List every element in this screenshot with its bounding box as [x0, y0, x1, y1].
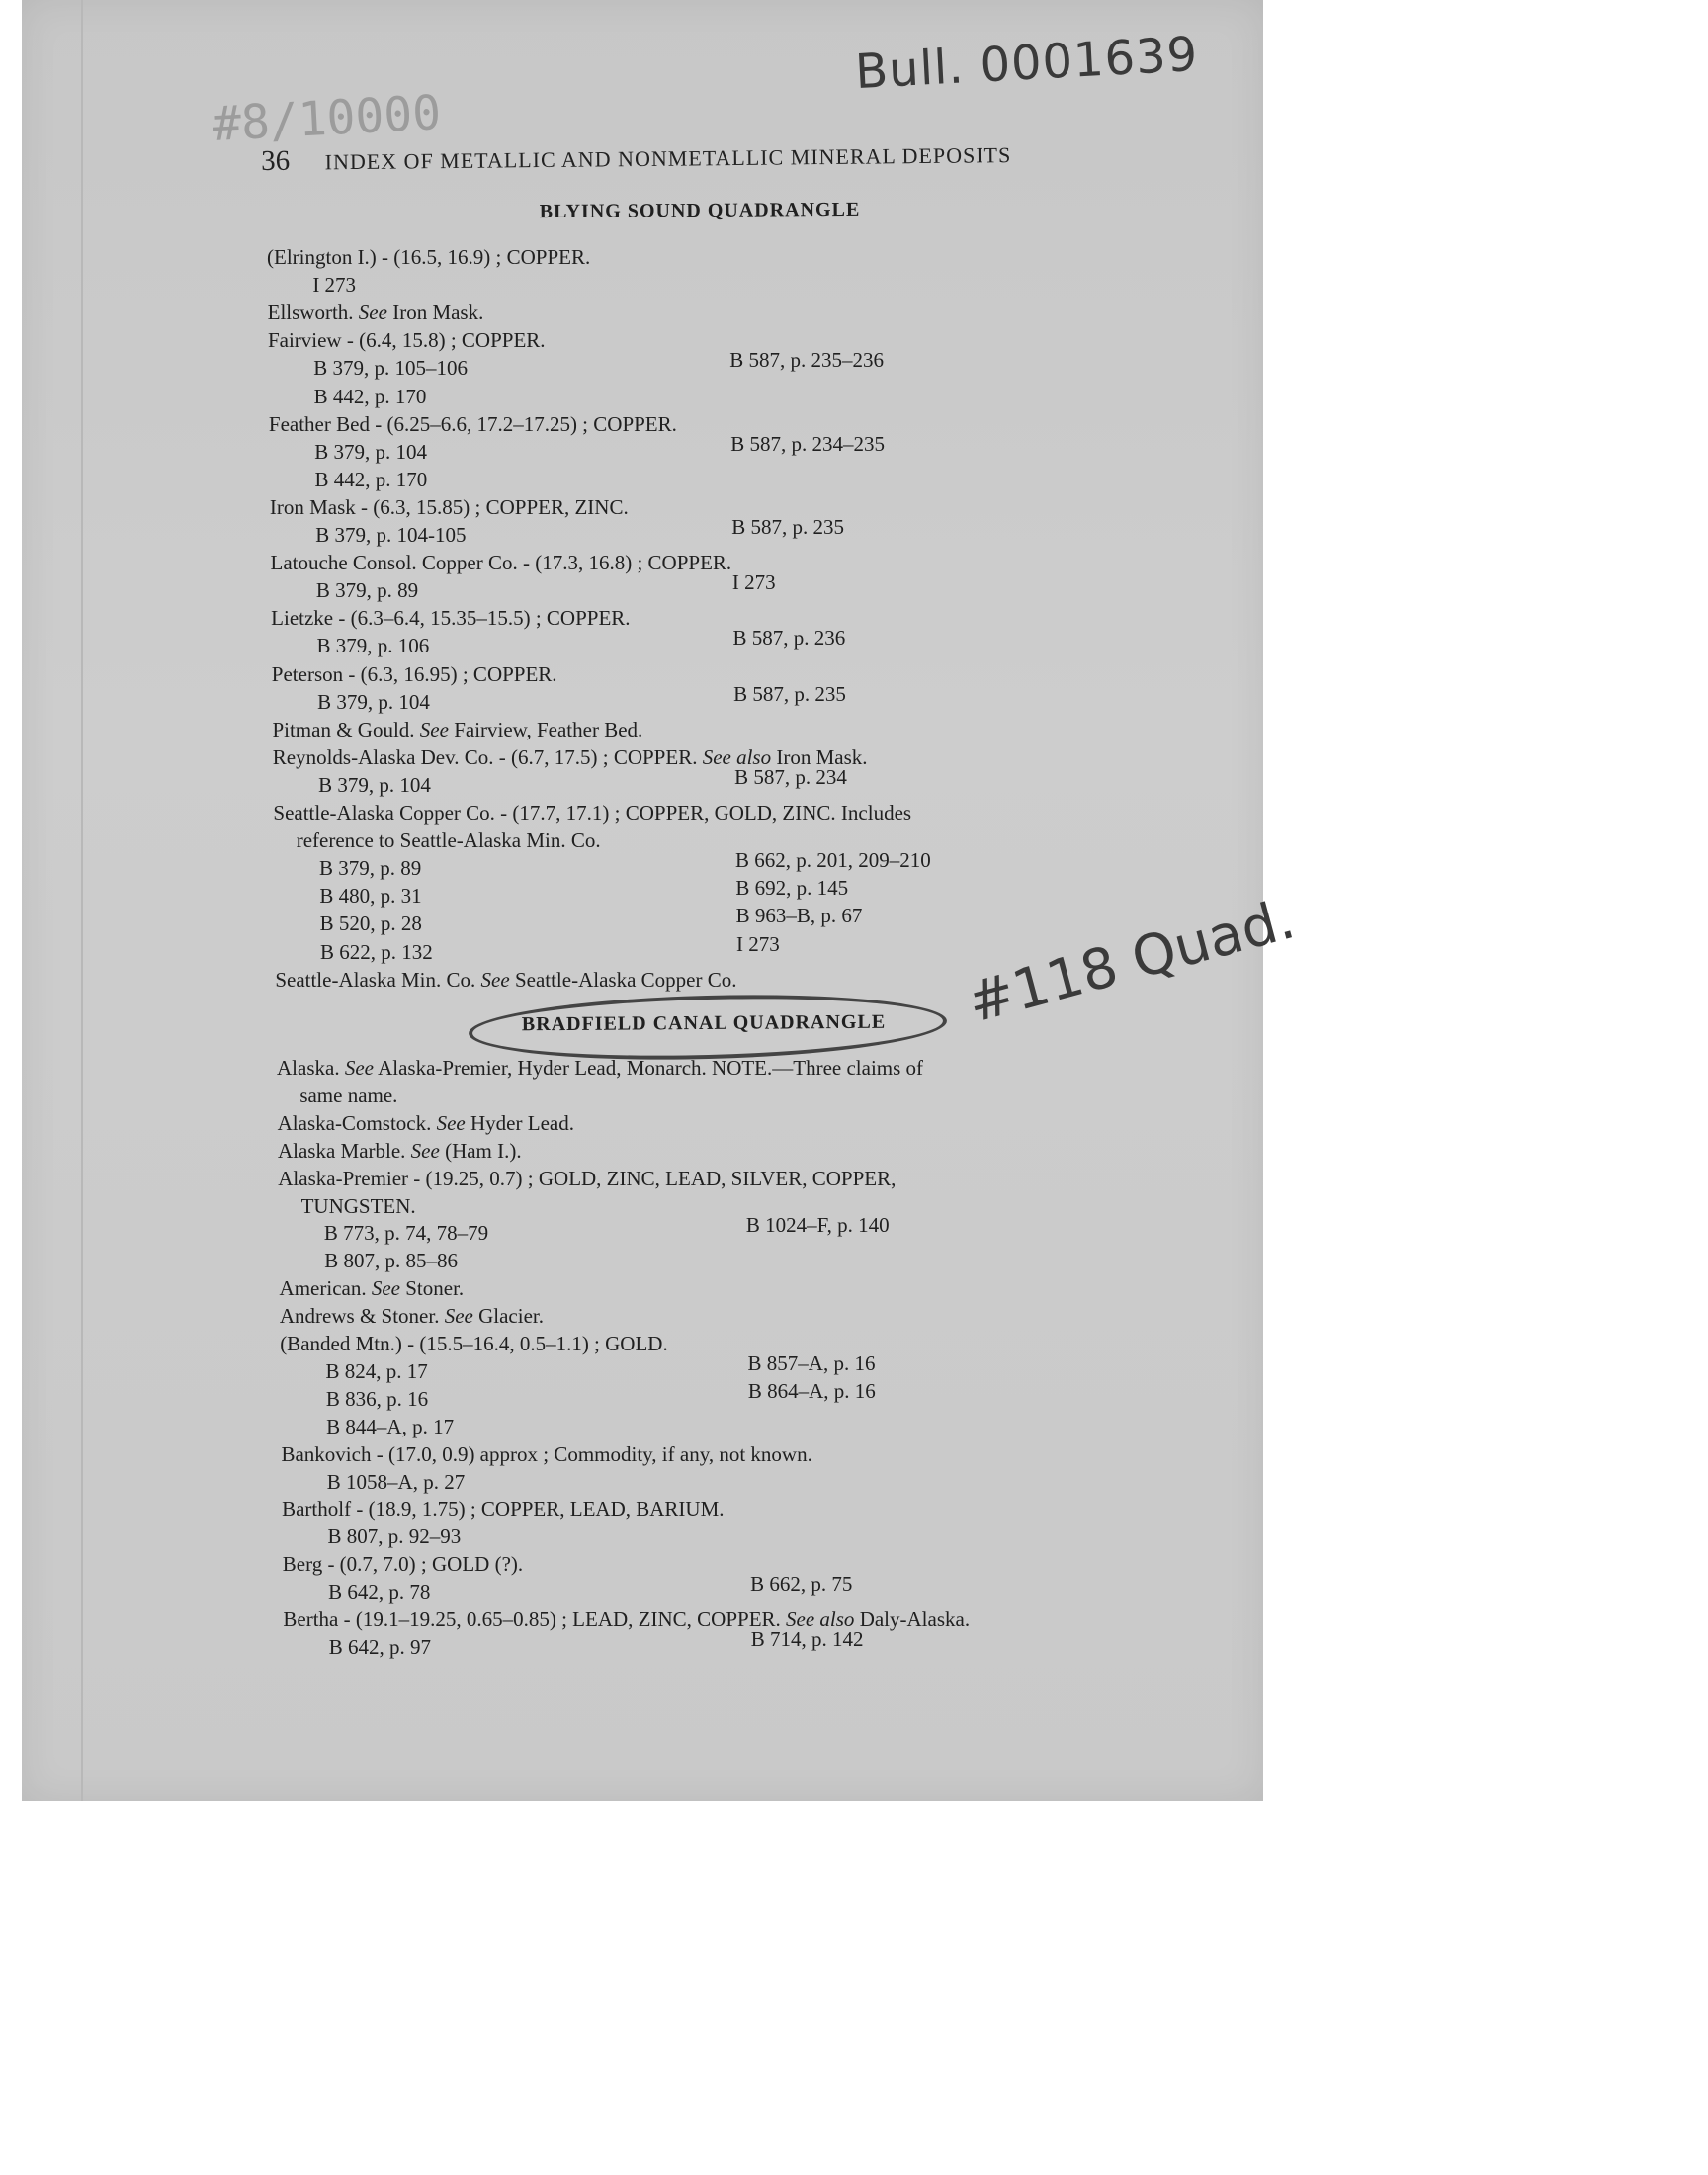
- index-entry-line: [297, 828, 601, 853]
- index-entry-line: [268, 301, 484, 325]
- entry-text: B 520, p. 28: [319, 912, 422, 936]
- entry-text: Alaska-Comstock.: [277, 1110, 437, 1135]
- entry-text: Seattle-Alaska Min. Co.: [275, 967, 481, 992]
- index-entry-line: [324, 1249, 458, 1273]
- entry-text: B 480, p. 31: [319, 884, 422, 909]
- entry-text: B 442, p. 170: [313, 384, 427, 408]
- index-entry-line: [329, 1635, 431, 1660]
- index-entry-line: [326, 1415, 454, 1439]
- reference-second-column: B 662, p. 201, 209–210: [735, 848, 931, 873]
- entry-text: B 379, p. 89: [319, 856, 422, 881]
- see-reference-label: See: [419, 717, 449, 741]
- entry-text: Bartholf - (18.9, 1.75) ; COPPER, LEAD, BARIUM.: [282, 1497, 725, 1522]
- see-reference-label: See also: [702, 744, 772, 769]
- page-title: INDEX OF METALLIC AND NONMETALLIC MINERAL DEPOSITS: [324, 142, 1012, 175]
- see-reference-target: Seattle-Alaska Copper Co.: [509, 967, 737, 992]
- entry-text: (Elrington I.) - (16.5, 16.9) ; COPPER.: [267, 245, 591, 269]
- see-reference-target: Glacier.: [472, 1304, 544, 1329]
- index-entry-line: [280, 1332, 668, 1356]
- entry-text: B 773, p. 74, 78–79: [323, 1221, 489, 1246]
- entry-text: B 379, p. 89: [315, 578, 419, 603]
- entry-text: TUNGSTEN.: [300, 1193, 416, 1218]
- index-entry-line: [326, 1359, 428, 1384]
- entry-text: B 379, p. 106: [316, 634, 430, 658]
- index-entry-line: [271, 606, 630, 631]
- entry-text: reference to Seattle-Alaska Min. Co.: [296, 828, 601, 853]
- entry-text: B 379, p. 104: [314, 439, 427, 464]
- index-entry-line: [299, 1084, 397, 1108]
- reference-second-column: B 1024–F, p. 140: [745, 1213, 890, 1238]
- reference-second-column: B 587, p. 235: [733, 681, 846, 706]
- index-entry-line: [272, 662, 557, 687]
- index-entry-line: [270, 495, 629, 520]
- reference-second-column: I 273: [731, 570, 776, 595]
- see-reference-target: Alaska-Premier, Hyder Lead, Monarch. NOTE.—Three claims of: [373, 1056, 924, 1080]
- index-entry-line: [267, 245, 590, 270]
- index-entry-line: [275, 968, 736, 993]
- entry-text: Pitman & Gould.: [272, 717, 420, 741]
- entry-text: Ellsworth.: [267, 301, 359, 325]
- entry-text: Alaska Marble.: [277, 1138, 411, 1163]
- see-reference-label: See: [410, 1138, 440, 1163]
- entry-text: Bertha - (19.1–19.25, 0.65–0.85) ; LEAD, ZINC, COPPER.: [283, 1608, 787, 1631]
- entry-text: Reynolds-Alaska Dev. Co. - (6.7, 17.5) ; COPPER.: [272, 744, 703, 769]
- entry-text: B 807, p. 85–86: [324, 1249, 458, 1273]
- index-entry-line: [280, 1276, 465, 1301]
- index-entry-line: [282, 1497, 724, 1522]
- reference-second-column: B 963–B, p. 67: [735, 904, 863, 928]
- index-entry-line: [327, 1524, 461, 1549]
- index-entry-line: [326, 1387, 428, 1412]
- index-entry-line: [320, 912, 422, 936]
- index-entry-line: [318, 773, 431, 798]
- index-entry-line: [319, 884, 421, 909]
- entry-text: B 1058–A, p. 27: [326, 1469, 466, 1494]
- index-entry-line: [328, 1580, 430, 1605]
- entry-text: Alaska-Premier - (19.25, 0.7) ; GOLD, ZINC, LEAD, SILVER, COPPER,: [278, 1166, 897, 1190]
- see-reference-target: Iron Mask.: [386, 301, 484, 325]
- index-entry-line: [313, 356, 468, 381]
- entry-text: Iron Mask - (6.3, 15.85) ; COPPER, ZINC.: [269, 494, 629, 519]
- paper-edge: [81, 0, 1265, 1801]
- index-entry-line: [280, 1304, 544, 1329]
- index-entry-line: [316, 578, 418, 603]
- see-reference-label: See: [344, 1056, 374, 1080]
- reference-second-column: B 587, p. 235: [731, 515, 844, 539]
- index-entry-line: [312, 273, 356, 298]
- reference-second-column: B 662, p. 75: [750, 1572, 853, 1597]
- reference-second-column: B 714, p. 142: [750, 1626, 864, 1651]
- entry-text: B 442, p. 170: [314, 467, 428, 491]
- reference-second-column: B 587, p. 235–236: [729, 348, 885, 373]
- index-entry-line: [315, 468, 428, 492]
- index-entry-line: [273, 801, 911, 826]
- entry-text: B 622, p. 132: [320, 939, 433, 964]
- entry-text: (Banded Mtn.) - (15.5–16.4, 0.5–1.1) ; GOLD.: [280, 1332, 668, 1355]
- entry-text: Berg - (0.7, 7.0) ; GOLD (?).: [282, 1552, 524, 1577]
- reference-second-column: I 273: [736, 931, 780, 956]
- entry-text: Peterson - (6.3, 16.95) ; COPPER.: [271, 661, 557, 686]
- reference-second-column: B 587, p. 236: [732, 626, 846, 651]
- index-entry-line: [278, 1167, 896, 1191]
- index-entry-line: [272, 718, 642, 742]
- entry-text: B 642, p. 78: [328, 1580, 431, 1605]
- index-entry-line: [278, 1139, 522, 1164]
- see-reference-target: Hyder Lead.: [465, 1110, 574, 1135]
- reference-second-column: B 857–A, p. 16: [747, 1350, 876, 1375]
- index-entry-line: [271, 551, 732, 575]
- see-reference-target: Fairview, Feather Bed.: [448, 717, 643, 741]
- see-reference-target: (Ham I.).: [439, 1138, 522, 1163]
- reference-second-column: B 692, p. 145: [735, 876, 849, 901]
- reference-second-column: B 587, p. 234–235: [730, 431, 885, 456]
- see-reference-label: See: [371, 1276, 400, 1301]
- reference-second-column: B 864–A, p. 16: [747, 1378, 876, 1403]
- entry-text: B 807, p. 92–93: [327, 1524, 462, 1549]
- stamp-number: #8/10000: [211, 84, 443, 153]
- index-entry-line: [317, 690, 430, 715]
- section-heading: BLYING SOUND QUADRANGLE: [539, 198, 861, 223]
- see-reference-target: Stoner.: [400, 1276, 465, 1301]
- see-reference-target: Iron Mask.: [771, 744, 868, 769]
- entry-text: Alaska.: [277, 1056, 345, 1080]
- entry-text: B 836, p. 16: [325, 1386, 429, 1411]
- entry-text: American.: [279, 1276, 372, 1301]
- index-entry-line: [314, 385, 427, 409]
- entry-text: Latouche Consol. Copper Co. - (17.3, 16.8) ; COPPER.: [270, 551, 732, 575]
- entry-text: B 642, p. 97: [328, 1634, 431, 1659]
- index-entry-line: [268, 328, 546, 353]
- see-reference-label: See: [358, 301, 387, 325]
- index-entry-line: [278, 1111, 574, 1136]
- index-entry-line: [316, 634, 429, 658]
- index-entry-line: [319, 856, 421, 881]
- index-entry-line: [324, 1221, 488, 1246]
- page-number: 36: [261, 144, 291, 177]
- see-reference-label: See: [480, 967, 510, 992]
- entry-text: Andrews & Stoner.: [279, 1304, 445, 1329]
- entry-text: I 273: [312, 273, 357, 298]
- index-entry-line: [327, 1470, 465, 1495]
- entry-text: Lietzke - (6.3–6.4, 15.35–15.5) ; COPPER.: [271, 606, 631, 631]
- index-entry-line: [315, 523, 466, 548]
- see-reference-label: See: [444, 1304, 473, 1329]
- entry-text: B 379, p. 104: [317, 689, 430, 714]
- index-entry-line: [283, 1552, 523, 1577]
- see-reference-target: Daly-Alaska.: [854, 1608, 971, 1631]
- index-entry-line: [314, 440, 427, 465]
- entry-text: Fairview - (6.4, 15.8) ; COPPER.: [267, 328, 546, 353]
- entry-text: B 379, p. 105–106: [313, 356, 469, 381]
- index-entry-line: [277, 1056, 923, 1081]
- handwritten-margin-note: #118 Quad.: [961, 887, 1302, 1036]
- index-entry-line: [281, 1442, 811, 1467]
- handwritten-call-number: Bull. 0001639: [853, 26, 1200, 101]
- entry-text: Seattle-Alaska Copper Co. - (17.7, 17.1) ; COPPER, GOLD, ZINC. Includes: [273, 801, 912, 825]
- see-reference-label: See: [436, 1110, 466, 1135]
- section-heading: BRADFIELD CANAL QUADRANGLE: [521, 1010, 887, 1036]
- index-entry-line: [320, 940, 433, 965]
- reference-second-column: B 587, p. 234: [734, 764, 847, 789]
- index-entry-line: [283, 1608, 970, 1632]
- see-reference-label: See also: [786, 1608, 855, 1631]
- index-entry-line: [301, 1194, 416, 1219]
- entry-text: B 379, p. 104-105: [315, 523, 467, 547]
- entry-text: Bankovich - (17.0, 0.9) approx ; Commodity, if any, not known.: [281, 1441, 812, 1466]
- entry-text: Feather Bed - (6.25–6.6, 17.2–17.25) ; COPPER.: [268, 411, 677, 436]
- entry-text: B 824, p. 17: [325, 1358, 428, 1383]
- entry-text: same name.: [299, 1083, 398, 1107]
- entry-text: B 844–A, p. 17: [326, 1414, 455, 1438]
- entry-text: B 379, p. 104: [318, 772, 431, 797]
- index-entry-line: [269, 412, 677, 437]
